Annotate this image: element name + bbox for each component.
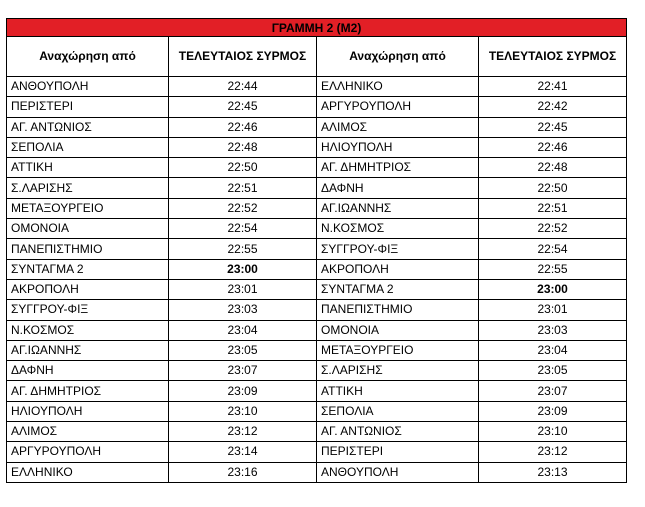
- left-station-cell: ΗΛΙΟΥΠΟΛΗ: [7, 401, 169, 421]
- left-station-cell: ΑΓ. ΑΝΤΩΝΙΟΣ: [7, 117, 169, 137]
- right-station-cell: ΟΜΟΝΟΙΑ: [317, 320, 479, 340]
- right-time-cell: 23:00: [479, 279, 627, 299]
- table-row: [7, 77, 627, 97]
- title-row: [7, 19, 627, 37]
- left-time-cell: 22:54: [169, 219, 317, 239]
- right-station-cell: ΜΕΤΑΞΟΥΡΓΕΙΟ: [317, 340, 479, 360]
- right-time-cell: 23:05: [479, 361, 627, 381]
- table-row: [7, 300, 627, 320]
- left-station-cell: ΠΑΝΕΠΙΣΤΗΜΙΟ: [7, 239, 169, 259]
- left-time-cell: 23:12: [169, 422, 317, 442]
- right-time-cell: 22:54: [479, 239, 627, 259]
- left-time-cell: 23:07: [169, 361, 317, 381]
- table-row: [7, 117, 627, 137]
- left-station-cell: Ν.ΚΟΣΜΟΣ: [7, 320, 169, 340]
- last-train-header-right: ΤΕΛΕΥΤΑΙΟΣ ΣΥΡΜΟΣ: [479, 37, 627, 77]
- left-station-cell: ΑΓ. ΔΗΜΗΤΡΙΟΣ: [7, 381, 169, 401]
- left-time-cell: 22:44: [169, 77, 317, 97]
- right-time-cell: 23:13: [479, 462, 627, 482]
- left-time-cell: 22:48: [169, 137, 317, 157]
- right-time-cell: 23:04: [479, 340, 627, 360]
- right-time-cell: 23:03: [479, 320, 627, 340]
- schedule-body: [7, 77, 627, 483]
- right-station-cell: ΑΝΘΟΥΠΟΛΗ: [317, 462, 479, 482]
- left-station-cell: ΔΑΦΝΗ: [7, 361, 169, 381]
- table-row: [7, 422, 627, 442]
- left-time-cell: 23:00: [169, 259, 317, 279]
- left-station-cell: ΠΕΡΙΣΤΕΡΙ: [7, 97, 169, 117]
- right-station-cell: ΕΛΛΗΝΙΚΟ: [317, 77, 479, 97]
- table-row: [7, 97, 627, 117]
- left-time-cell: 23:03: [169, 300, 317, 320]
- table-row: [7, 442, 627, 462]
- left-time-cell: 22:51: [169, 178, 317, 198]
- right-time-cell: 23:01: [479, 300, 627, 320]
- right-station-cell: ΑΓ. ΑΝΤΩΝΙΟΣ: [317, 422, 479, 442]
- right-station-cell: ΣΥΝΤΑΓΜΑ 2: [317, 279, 479, 299]
- table-row: [7, 198, 627, 218]
- right-station-cell: ΠΑΝΕΠΙΣΤΗΜΙΟ: [317, 300, 479, 320]
- table-row: [7, 381, 627, 401]
- right-time-cell: 23:07: [479, 381, 627, 401]
- left-time-cell: 22:52: [169, 198, 317, 218]
- left-station-cell: ΑΚΡΟΠΟΛΗ: [7, 279, 169, 299]
- table-row: [7, 361, 627, 381]
- right-time-cell: 23:09: [479, 401, 627, 421]
- left-station-cell: ΑΤΤΙΚΗ: [7, 158, 169, 178]
- table-row: [7, 219, 627, 239]
- left-time-cell: 23:05: [169, 340, 317, 360]
- right-time-cell: 22:52: [479, 219, 627, 239]
- right-time-cell: 22:48: [479, 158, 627, 178]
- right-station-cell: ΔΑΦΝΗ: [317, 178, 479, 198]
- left-time-cell: 22:46: [169, 117, 317, 137]
- left-time-cell: 22:55: [169, 239, 317, 259]
- last-train-table: [6, 18, 627, 483]
- right-time-cell: 23:12: [479, 442, 627, 462]
- table-row: [7, 462, 627, 482]
- right-station-cell: ΑΡΓΥΡΟΥΠΟΛΗ: [317, 97, 479, 117]
- table-row: [7, 401, 627, 421]
- left-time-cell: 23:09: [169, 381, 317, 401]
- right-station-cell: ΑΤΤΙΚΗ: [317, 381, 479, 401]
- right-time-cell: 22:50: [479, 178, 627, 198]
- left-time-cell: 23:04: [169, 320, 317, 340]
- left-station-cell: ΑΓ.ΙΩΑΝΝΗΣ: [7, 340, 169, 360]
- right-time-cell: 22:42: [479, 97, 627, 117]
- left-station-cell: ΕΛΛΗΝΙΚΟ: [7, 462, 169, 482]
- departure-header-right: Αναχώρηση από: [317, 37, 479, 77]
- table-row: [7, 137, 627, 157]
- right-time-cell: 22:41: [479, 77, 627, 97]
- left-time-cell: 23:16: [169, 462, 317, 482]
- right-station-cell: Ν.ΚΟΣΜΟΣ: [317, 219, 479, 239]
- last-train-header-left: ΤΕΛΕΥΤΑΙΟΣ ΣΥΡΜΟΣ: [169, 37, 317, 77]
- right-time-cell: 22:45: [479, 117, 627, 137]
- right-station-cell: ΗΛΙΟΥΠΟΛΗ: [317, 137, 479, 157]
- table-row: [7, 279, 627, 299]
- right-station-cell: ΣΕΠΟΛΙΑ: [317, 401, 479, 421]
- table-row: [7, 320, 627, 340]
- left-station-cell: ΑΛΙΜΟΣ: [7, 422, 169, 442]
- left-station-cell: ΣΥΝΤΑΓΜΑ 2: [7, 259, 169, 279]
- right-time-cell: 22:46: [479, 137, 627, 157]
- left-time-cell: 23:01: [169, 279, 317, 299]
- header-row: [7, 37, 627, 77]
- left-station-cell: ΣΥΓΓΡΟΥ-ΦΙΞ: [7, 300, 169, 320]
- left-station-cell: ΜΕΤΑΞΟΥΡΓΕΙΟ: [7, 198, 169, 218]
- left-station-cell: ΑΡΓΥΡΟΥΠΟΛΗ: [7, 442, 169, 462]
- table-title: ΓΡΑΜΜΗ 2 (Μ2): [7, 19, 627, 37]
- right-station-cell: ΑΛΙΜΟΣ: [317, 117, 479, 137]
- right-station-cell: ΑΓ. ΔΗΜΗΤΡΙΟΣ: [317, 158, 479, 178]
- left-station-cell: Σ.ΛΑΡΙΣΗΣ: [7, 178, 169, 198]
- table-row: [7, 259, 627, 279]
- left-time-cell: 22:50: [169, 158, 317, 178]
- right-station-cell: ΑΓ.ΙΩΑΝΝΗΣ: [317, 198, 479, 218]
- table-row: [7, 239, 627, 259]
- left-time-cell: 22:45: [169, 97, 317, 117]
- right-time-cell: 22:51: [479, 198, 627, 218]
- right-time-cell: 23:10: [479, 422, 627, 442]
- right-station-cell: Σ.ΛΑΡΙΣΗΣ: [317, 361, 479, 381]
- table-row: [7, 158, 627, 178]
- right-station-cell: ΠΕΡΙΣΤΕΡΙ: [317, 442, 479, 462]
- table-row: [7, 340, 627, 360]
- right-station-cell: ΣΥΓΓΡΟΥ-ΦΙΞ: [317, 239, 479, 259]
- right-station-cell: ΑΚΡΟΠΟΛΗ: [317, 259, 479, 279]
- left-time-cell: 23:14: [169, 442, 317, 462]
- left-station-cell: ΣΕΠΟΛΙΑ: [7, 137, 169, 157]
- left-time-cell: 23:10: [169, 401, 317, 421]
- left-station-cell: ΑΝΘΟΥΠΟΛΗ: [7, 77, 169, 97]
- departure-header-left: Αναχώρηση από: [7, 37, 169, 77]
- table-row: [7, 178, 627, 198]
- left-station-cell: ΟΜΟΝΟΙΑ: [7, 219, 169, 239]
- right-time-cell: 22:55: [479, 259, 627, 279]
